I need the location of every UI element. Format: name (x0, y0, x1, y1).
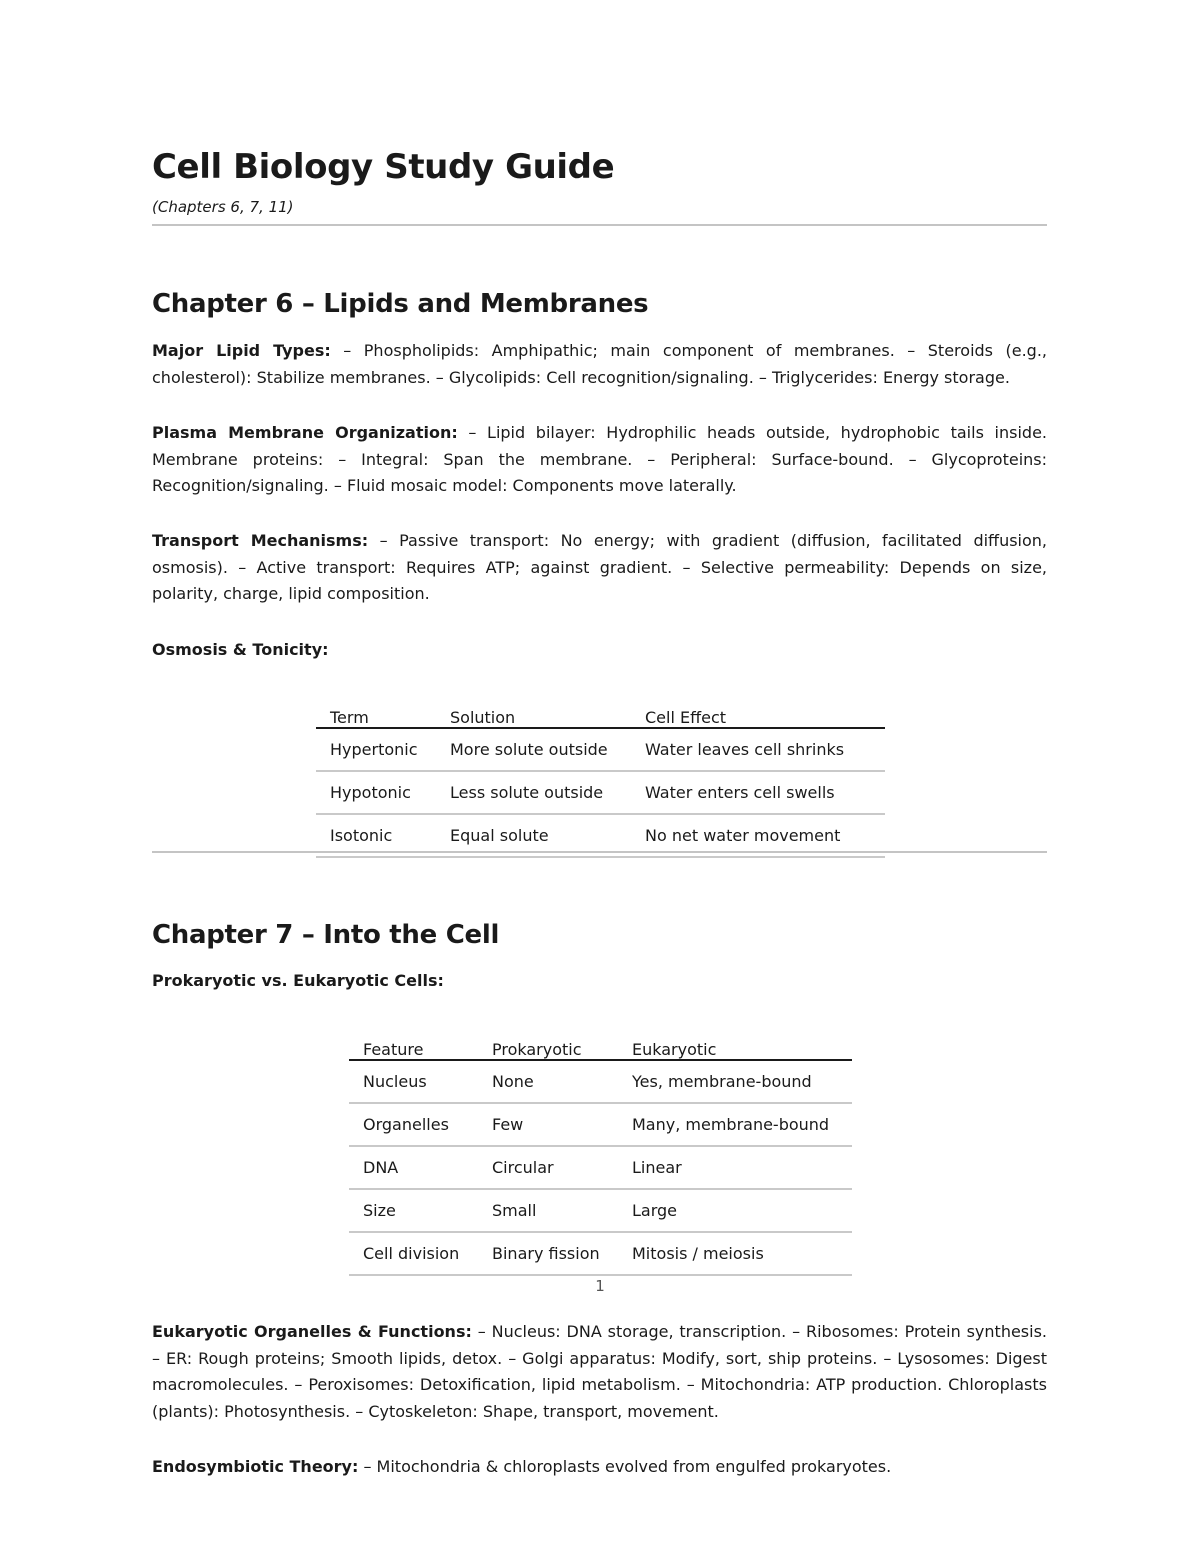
endosymbiotic-label: Endosymbiotic Theory: (152, 1457, 359, 1476)
membrane-organization-paragraph (152, 420, 1047, 500)
table-row (349, 1232, 852, 1275)
page-number: 1 (595, 1277, 605, 1295)
table-cell: Many, membrane-bound (618, 1103, 852, 1146)
table-cell: Organelles (349, 1103, 478, 1146)
document-title: Cell Biology Study Guide (152, 147, 615, 187)
lipid-types-label: Major Lipid Types: (152, 341, 331, 360)
table-header: Term (316, 701, 436, 728)
membrane-organization-text: – Lipid bilayer: Hydrophilic heads outside, hydrophobic tails inside. Membrane proteins: – Integral: Span the membrane. – Peripheral: Surface-bound. – Glycoproteins: Recognition/signaling. – Fluid mosaic model: Components move laterally. (152, 423, 1048, 495)
table-cell: Hypertonic (316, 728, 436, 771)
membrane-organization-label: Plasma Membrane Organization: (152, 423, 458, 442)
chapter-divider (152, 851, 1047, 853)
table-cell: Water enters cell swells (631, 771, 885, 814)
table-cell: Circular (478, 1146, 618, 1189)
table-cell: Yes, membrane-bound (618, 1060, 852, 1103)
table-row (349, 1103, 852, 1146)
table-cell: Small (478, 1189, 618, 1232)
table-row (349, 1189, 852, 1232)
osmosis-tonicity-paragraph (152, 637, 1047, 664)
table-header: Cell Effect (631, 701, 885, 728)
cell-comparison-table (349, 1033, 852, 1276)
table-header: Eukaryotic (618, 1033, 852, 1060)
table-cell: Less solute outside (436, 771, 631, 814)
document-subtitle: (Chapters 6, 7, 11) (152, 198, 294, 216)
document-page (152, 140, 1047, 226)
table-cell: Large (618, 1189, 852, 1232)
osmosis-tonicity-label: Osmosis & Tonicity: (152, 640, 329, 659)
table-cell: Linear (618, 1146, 852, 1189)
table-cell: Binary fission (478, 1232, 618, 1275)
table-header: Solution (436, 701, 631, 728)
table-row (349, 1146, 852, 1189)
chapter-6-heading: Chapter 6 – Lipids and Membranes (152, 289, 649, 319)
table-cell: Mitosis / meiosis (618, 1232, 852, 1275)
table-row (349, 1060, 852, 1103)
table-row (316, 728, 885, 771)
cell-types-paragraph (152, 968, 1047, 995)
table-cell: Isotonic (316, 814, 436, 857)
organelles-paragraph (152, 1319, 1047, 1425)
cell-types-label: Prokaryotic vs. Eukaryotic Cells: (152, 971, 444, 990)
organelles-text: – Nucleus: DNA storage, transcription. – Ribosomes: Protein synthesis. – ER: Rough proteins; Smooth lipids, detox. – Golgi apparatus: Modify, sort, ship proteins. – Lysosomes: Digest macromolecules. – Peroxisomes: Detoxification, lipid metabolism. – Mitochondria: ATP production. Chloroplasts (plants): Photosynthesis. – Cytoskeleton: Shape, transport, movement. (152, 1322, 1048, 1421)
table-header-row (316, 701, 885, 728)
table-header: Prokaryotic (478, 1033, 618, 1060)
endosymbiotic-paragraph (152, 1454, 1047, 1481)
table-cell: Few (478, 1103, 618, 1146)
transport-mechanisms-paragraph (152, 528, 1047, 608)
tonicity-table (316, 701, 885, 858)
table-header: Feature (349, 1033, 478, 1060)
chapter-7-heading: Chapter 7 – Into the Cell (152, 920, 500, 950)
table-cell: Nucleus (349, 1060, 478, 1103)
table-cell: More solute outside (436, 728, 631, 771)
table-cell: Equal solute (436, 814, 631, 857)
table-cell: Water leaves cell shrinks (631, 728, 885, 771)
table-cell: None (478, 1060, 618, 1103)
transport-mechanisms-label: Transport Mechanisms: (152, 531, 369, 550)
transport-mechanisms-text: – Passive transport: No energy; with gradient (diffusion, facilitated diffusion, osmosis). – Active transport: Requires ATP; against gradient. – Selective permeability: Depends on size, polarity, charge, lipid composition. (152, 531, 1048, 603)
table-cell: DNA (349, 1146, 478, 1189)
lipid-types-paragraph (152, 338, 1047, 391)
table-row (316, 771, 885, 814)
lipid-types-text: – Phospholipids: Amphipathic; main component of membranes. – Steroids (e.g., cholesterol): Stabilize membranes. – Glycolipids: Cell recognition/signaling. – Triglycerides: Energy storage. (152, 341, 1048, 387)
table-header-row (349, 1033, 852, 1060)
endosymbiotic-text: – Mitochondria & chloroplasts evolved from engulfed prokaryotes. (358, 1457, 892, 1476)
organelles-label: Eukaryotic Organelles & Functions: (152, 1322, 472, 1341)
table-cell: No net water movement (631, 814, 885, 857)
table-cell: Hypotonic (316, 771, 436, 814)
table-cell: Cell division (349, 1232, 478, 1275)
title-divider (152, 224, 1047, 226)
table-cell: Size (349, 1189, 478, 1232)
